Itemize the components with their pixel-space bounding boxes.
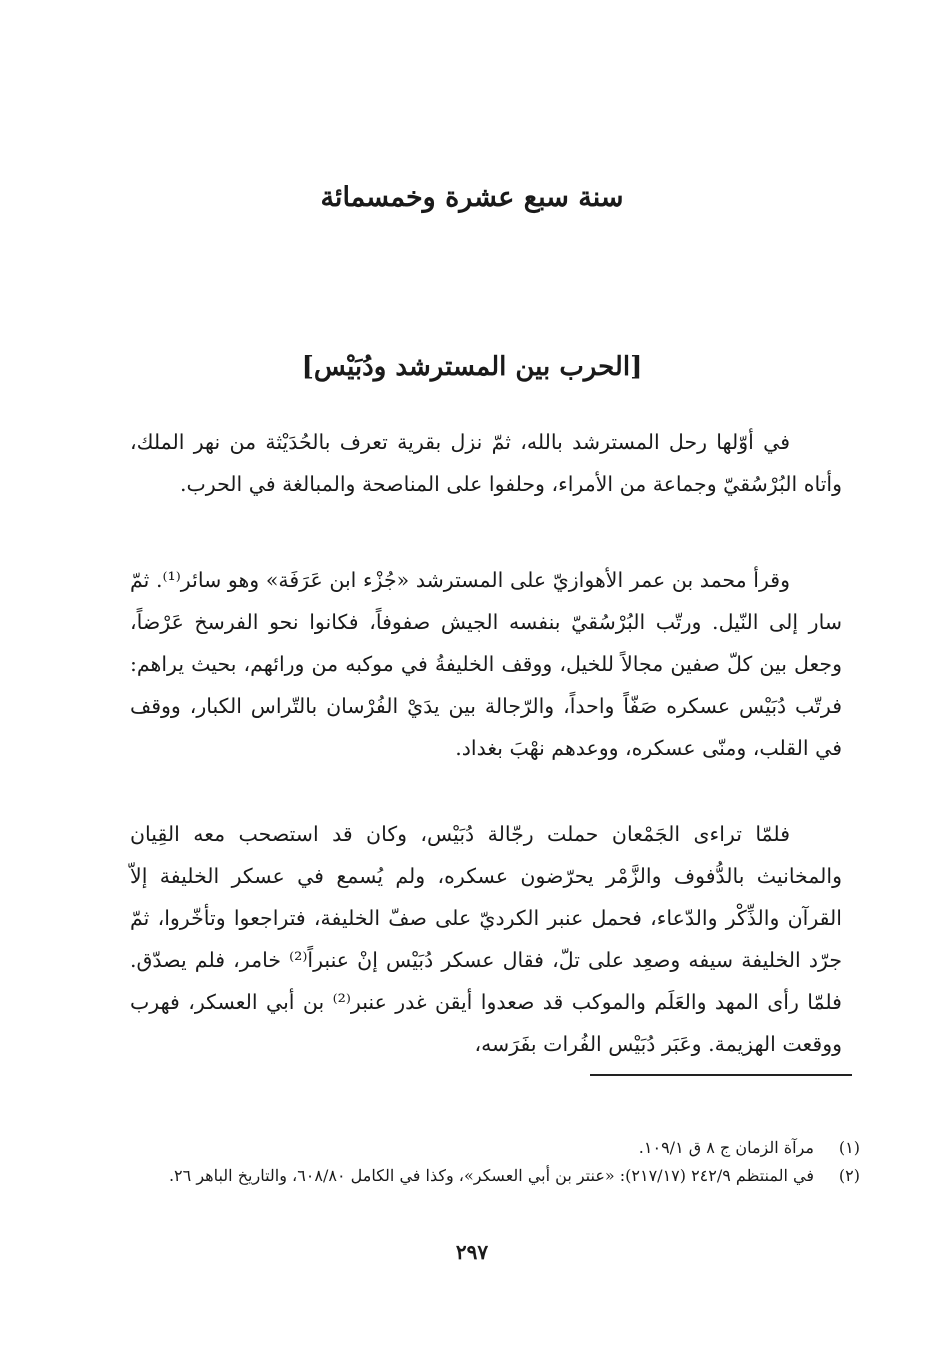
footnotes (130, 1134, 860, 1190)
footnote-number: (٢) (838, 1166, 860, 1185)
footnote-2 (130, 1162, 860, 1190)
footnote-text: مرآة الزمان ج ٨ ق ١٠٩/١. (638, 1138, 814, 1157)
footnote-text: في المنتظم ٢٤٢/٩ (٢١٧/١٧): «عنتر بن أبي العسكر»، وكذا في الكامل ٦٠٨/٨٠، والتاريخ الباهر ٢٦. (168, 1166, 814, 1185)
paragraph-2: وقرأ محمد بن عمر الأهوازيّ على المسترشد «جُزْء ابن عَرَفَة» وهو سائر⁽¹⁾. ثمّ سار إلى النّيل. ورتّب البُرْسُقيّ بنفسه الجيش صفوفاً، فكانوا نحو الفرسخ عَرْضاً، وجعل بين كلّ صفين مجالاً للخيل، ووقف الخليفةُ في موكبه من ورائهم، بحيث يراهم: فرتّب دُبَيْس عسكره صَفّاً واحداً، والرّجالة بين يدَيْ الفُرْسان بالتّراس الكبار، ووقف في القلب، ومنّى عسكره، ووعدهم نهْبَ بغداد. (130, 567, 842, 760)
chapter-title: سنة سبع عشرة وخمسمائة (320, 182, 624, 213)
page-number: ٢٩٧ (455, 1240, 489, 1264)
paragraph-1: في أوّلها رحل المسترشد بالله، ثمّ نزل بقرية تعرف بالحُدَيْثة من نهر الملك، وأتاه البُرْسُقيّ وجماعة من الأمراء، وحلفوا على المناصحة والمبالغة في الحرب. (130, 429, 842, 496)
paragraph-3: فلمّا تراءى الجَمْعان حملت رجّالة دُبَيْس، وكان قد استصحب معه القِيان والمخانيث بالدُّفوف والزَّمْر يحرّضون عسكره، ولم يُسمع في عسكر الخليفة إلاّ القرآن والذِّكْر والدّعاء، فحمل عنبر الكرديّ على صفّ الخليفة، فتراجعوا وتأخّروا، ثمّ جرّد الخليفة سيفه وصعِد على تلّ، فقال عسكر دُبَيْس إنْ عنبراً⁽²⁾ خامر، فلم يصدّق. فلمّا رأى المهد والعَلَم والموكب قد صعدوا أيقن غدر عنبر⁽²⁾ بن أبي العسكر، فهرب ووقعت الهزيمة. وعَبَر دُبَيْس الفُرات بفَرَسه، (130, 821, 842, 1056)
footnote-number: (١) (838, 1138, 860, 1157)
footnote-1 (130, 1134, 860, 1162)
footnote-separator (590, 1074, 852, 1076)
section-heading: [الحرب بين المسترشد ودُبَيْس] (301, 352, 643, 382)
